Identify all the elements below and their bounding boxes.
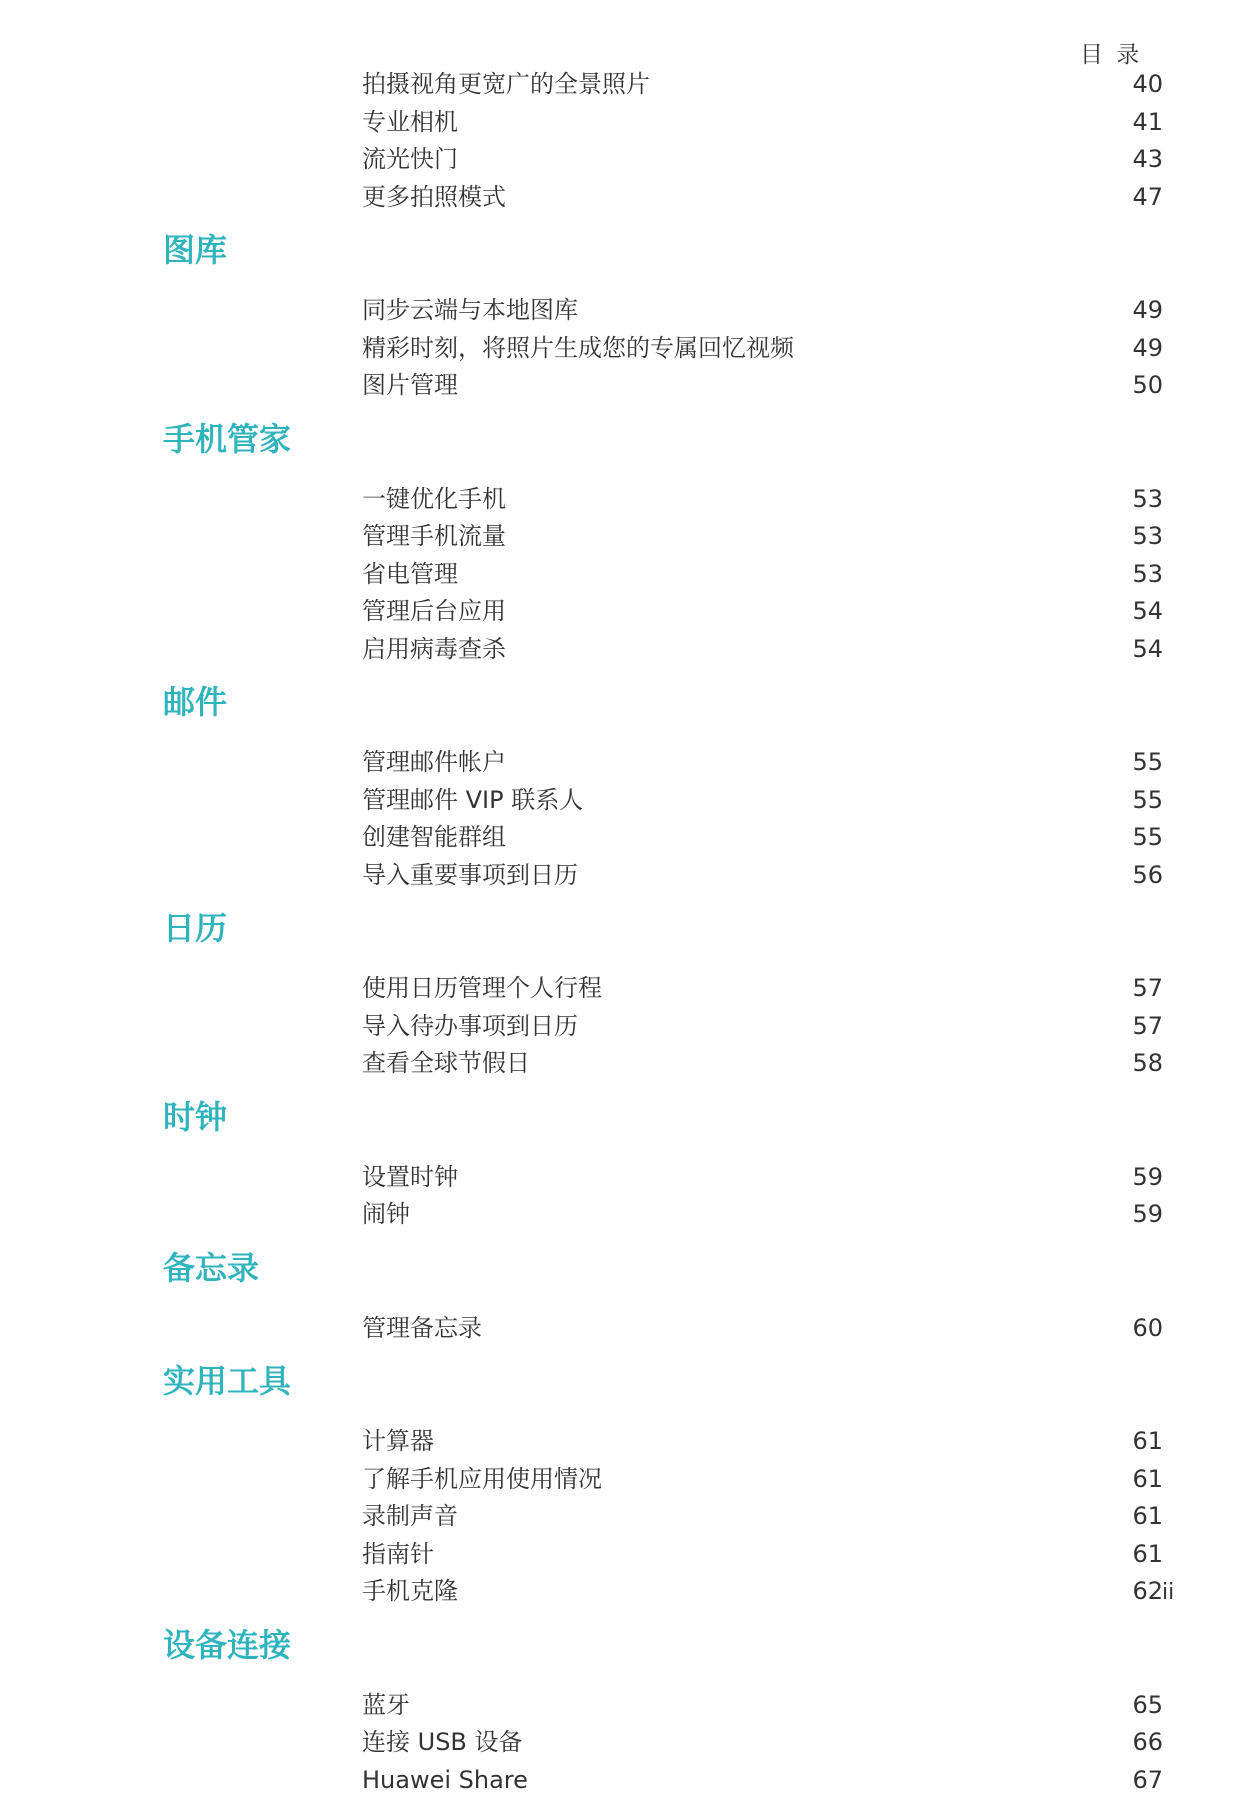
section-heading: 实用工具 [163, 1362, 292, 1400]
toc-entry-title: 计算器 [362, 1427, 434, 1455]
toc-entry[interactable] [0, 1008, 1241, 1045]
toc-entry[interactable] [0, 179, 1241, 216]
toc-entry[interactable] [0, 744, 1241, 781]
toc-entry-page: 66 [1132, 1728, 1163, 1756]
toc-entry-page: 60 [1132, 1313, 1163, 1342]
toc-entry-title: 管理邮件帐户 [362, 748, 506, 776]
toc-entry-page: 49 [1132, 296, 1163, 324]
toc-entry-page: 57 [1132, 1011, 1163, 1040]
toc-entry-page: 53 [1132, 522, 1163, 550]
toc-entry-page: 55 [1132, 748, 1163, 776]
toc-entry-page: 61 [1132, 1464, 1163, 1493]
toc-entry-page: 62 [1132, 1577, 1163, 1605]
toc-entry[interactable] [0, 1423, 1241, 1460]
toc-entry[interactable] [0, 104, 1241, 141]
toc-entry[interactable] [0, 857, 1241, 894]
toc-entry-page: 54 [1132, 597, 1163, 625]
toc-entry-page: 57 [1132, 974, 1163, 1002]
toc-entry-title: 录制声音 [362, 1502, 458, 1530]
toc-entry-page: 41 [1132, 107, 1163, 136]
toc-entry-page: 53 [1132, 559, 1163, 588]
toc-entry-title: 精彩时刻，将照片生成您的专属回忆视频 [362, 333, 794, 362]
toc-entry-title: 闹钟 [362, 1200, 410, 1228]
toc-entry-page: 55 [1132, 785, 1163, 814]
toc-entry[interactable] [0, 1498, 1241, 1535]
toc-entry-page: 61 [1132, 1539, 1163, 1568]
toc-entry-title: Huawei Share [362, 1765, 528, 1794]
toc-entry-page: 50 [1132, 371, 1163, 399]
section-heading: 备忘录 [163, 1248, 260, 1287]
toc-entry-page: 47 [1132, 182, 1163, 211]
toc-entry[interactable] [0, 1573, 1241, 1610]
toc-entry[interactable] [0, 631, 1241, 668]
toc-entry-title: 专业相机 [362, 107, 458, 136]
toc-entry-title: 导入待办事项到日历 [362, 1011, 578, 1040]
toc-entry[interactable] [0, 330, 1241, 367]
toc-entry-title: 使用日历管理个人行程 [362, 974, 602, 1002]
toc-entry-title: 蓝牙 [362, 1690, 410, 1719]
toc-entry[interactable] [0, 1724, 1241, 1761]
toc-entry-title: 指南针 [362, 1539, 434, 1568]
toc-entry-title: 管理邮件 VIP 联系人 [362, 785, 584, 814]
toc-entry-page: 40 [1132, 70, 1163, 98]
toc-entry[interactable] [0, 1196, 1241, 1233]
toc-entry-page: 56 [1132, 860, 1163, 889]
toc-entry-title: 启用病毒查杀 [362, 634, 506, 663]
toc-entry[interactable] [0, 1461, 1241, 1498]
toc-entry-title: 导入重要事项到日历 [362, 860, 578, 889]
toc-entry-page: 65 [1132, 1690, 1163, 1719]
toc-entry-title: 图片管理 [362, 371, 458, 399]
toc-entry-page: 59 [1132, 1162, 1163, 1191]
toc-entry-page: 61 [1132, 1427, 1163, 1455]
toc-entry-page: 43 [1132, 145, 1163, 173]
toc-entry[interactable] [0, 1045, 1241, 1082]
toc-entry-title: 手机克隆 [362, 1577, 458, 1605]
toc-entry-title: 了解手机应用使用情况 [362, 1464, 602, 1493]
toc-entry[interactable] [0, 782, 1241, 819]
toc-entry-title: 管理后台应用 [362, 597, 506, 625]
toc-entry[interactable] [0, 593, 1241, 630]
toc-entry-title: 连接 USB 设备 [362, 1728, 523, 1756]
toc-entry-page: 59 [1132, 1200, 1163, 1228]
toc-entry-title: 设置时钟 [362, 1162, 458, 1191]
toc-entry[interactable] [0, 1762, 1241, 1799]
section-heading: 邮件 [163, 683, 228, 721]
toc-header: 目 录 [1080, 42, 1143, 68]
toc-entry-title: 管理备忘录 [362, 1313, 482, 1342]
toc-entry[interactable] [0, 556, 1241, 593]
toc-entry-title: 更多拍照模式 [362, 182, 506, 211]
toc-entry-title: 一键优化手机 [362, 484, 506, 513]
section-heading: 图库 [163, 231, 228, 269]
toc-entry-title: 查看全球节假日 [362, 1049, 530, 1077]
toc-entry[interactable] [0, 481, 1241, 518]
toc-entry[interactable] [0, 970, 1241, 1007]
toc-entry-title: 同步云端与本地图库 [362, 296, 578, 324]
toc-entry-page: 54 [1132, 634, 1163, 663]
toc-entry[interactable] [0, 1159, 1241, 1196]
toc-entry-page: 49 [1132, 333, 1163, 362]
toc-entry-title: 流光快门 [362, 145, 458, 173]
toc-entry-page: 67 [1132, 1765, 1163, 1794]
toc-entry[interactable] [0, 367, 1241, 404]
section-heading: 时钟 [163, 1097, 228, 1136]
section-heading: 设备连接 [163, 1625, 292, 1664]
toc-entry[interactable] [0, 1687, 1241, 1724]
toc-entry-page: 61 [1132, 1502, 1163, 1530]
toc-entry-title: 省电管理 [362, 559, 458, 588]
toc-entry[interactable] [0, 518, 1241, 555]
toc-entry[interactable] [0, 819, 1241, 856]
toc-entry-page: 55 [1132, 823, 1163, 851]
toc-entry[interactable] [0, 1310, 1241, 1347]
section-heading: 日历 [163, 909, 228, 947]
toc-entry[interactable] [0, 292, 1241, 329]
section-heading: 手机管家 [163, 419, 292, 458]
page-number: ii [1162, 1580, 1175, 1605]
toc-entry-page: 53 [1132, 484, 1163, 513]
toc-entry-page: 58 [1132, 1049, 1163, 1077]
toc-entry[interactable] [0, 66, 1241, 103]
toc-entry[interactable] [0, 141, 1241, 178]
toc-entry-title: 创建智能群组 [362, 823, 506, 851]
toc-entry[interactable] [0, 1536, 1241, 1573]
toc-entry-title: 管理手机流量 [362, 522, 506, 550]
toc-entry-title: 拍摄视角更宽广的全景照片 [362, 70, 650, 98]
